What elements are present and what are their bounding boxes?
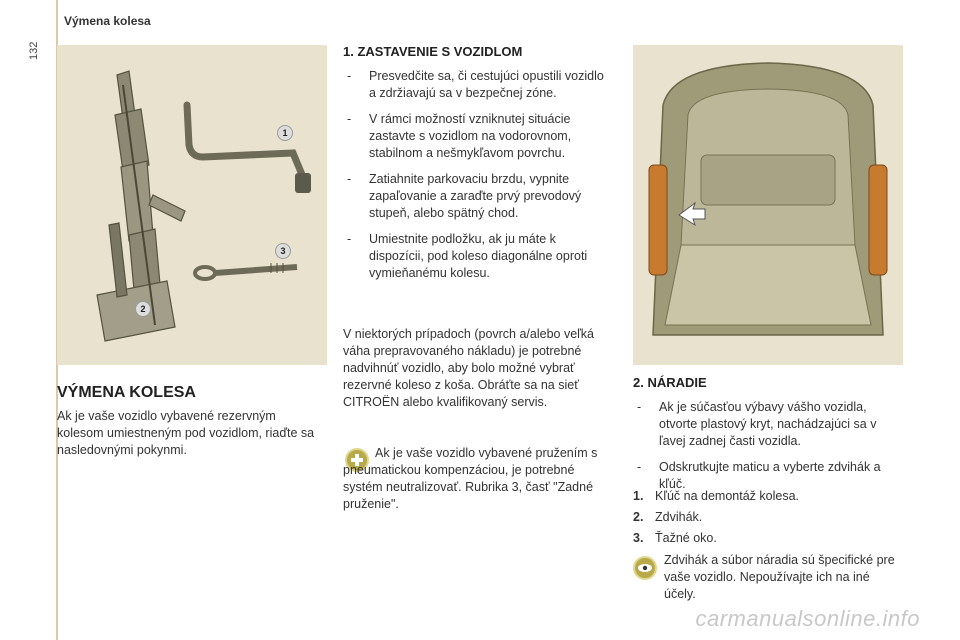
intro-text: Ak je vaše vozidlo vybavené rezervným kolesom umiestneným pod vozidlom, riaďte sa nasledovnými pokynmi. xyxy=(57,409,315,457)
tool-item: 2. Zdvihák. xyxy=(633,510,703,524)
step-1-heading: 1. ZASTAVENIE S VOZIDLOM xyxy=(343,44,523,59)
list-item: - Odskrutkujte maticu a vyberte zdvihák a kľúč. xyxy=(633,459,903,493)
vehicle-drawing xyxy=(633,45,903,365)
vehicle-illustration xyxy=(633,45,903,365)
main-heading: VÝMENA KOLESA xyxy=(57,384,196,401)
step-2-heading: 2. NÁRADIE xyxy=(633,375,707,390)
tools-illustration xyxy=(57,45,327,365)
list-item: - V rámci možností vzniknutej situácie zastavte s vozidlom na vodorovnom, stabilnom a nešmykľavom povrchu. xyxy=(343,111,611,162)
suspension-note: Ak je vaše vozidlo vybavené pružením s pneumatickou kompenzáciou, je potrebné systém neutralizovať. Rubrika 3, časť "Zadné pruženie". xyxy=(343,446,598,511)
body-paragraph: V niektorých prípadoch (povrch a/alebo veľká váha prepravovaného nákladu) je potrebné nadvihnúť vozidlo, aby bolo možné vybrať rezervné koleso z koša. Obráťte sa na sieť CITROËN alebo kvalifikovaný servis. xyxy=(343,327,595,409)
eye-icon xyxy=(633,556,657,580)
callout-1: 1 xyxy=(277,125,293,141)
list-item: - Zatiahnite parkovaciu brzdu, vypnite zapaľovanie a zaraďte prvý prevodový stupeň, alebo spätný chod. xyxy=(343,171,611,222)
tool-item: 3. Ťažné oko. xyxy=(633,531,717,545)
callout-3: 3 xyxy=(275,243,291,259)
watermark: carmanualsonline.info xyxy=(695,606,920,631)
tool-item: 1. Kľúč na demontáž kolesa. xyxy=(633,489,800,503)
section-title: Výmena kolesa xyxy=(64,14,151,28)
list-item: - Ak je súčasťou výbavy vášho vozidla, otvorte plastový kryt, nachádzajúci sa v ľavej zadnej časti vozidla. xyxy=(633,399,903,450)
step-2-list xyxy=(633,399,903,502)
step-1-list xyxy=(343,68,611,291)
tools-drawing xyxy=(57,45,327,365)
callout-2: 2 xyxy=(135,301,151,317)
tools-list xyxy=(633,488,903,551)
page-number: 132 xyxy=(28,41,40,60)
list-item: - Presvedčite sa, či cestujúci opustili vozidlo a zdržiavajú sa v bezpečnej zóne. xyxy=(343,68,611,102)
list-item: - Umiestnite podložku, ak ju máte k dispozícii, pod koleso diagonálne oproti vymieňanému kolesu. xyxy=(343,231,611,282)
tools-note: Zdvihák a súbor náradia sú špecifické pre vaše vozidlo. Nepoužívajte ich na iné účely. xyxy=(664,553,895,601)
